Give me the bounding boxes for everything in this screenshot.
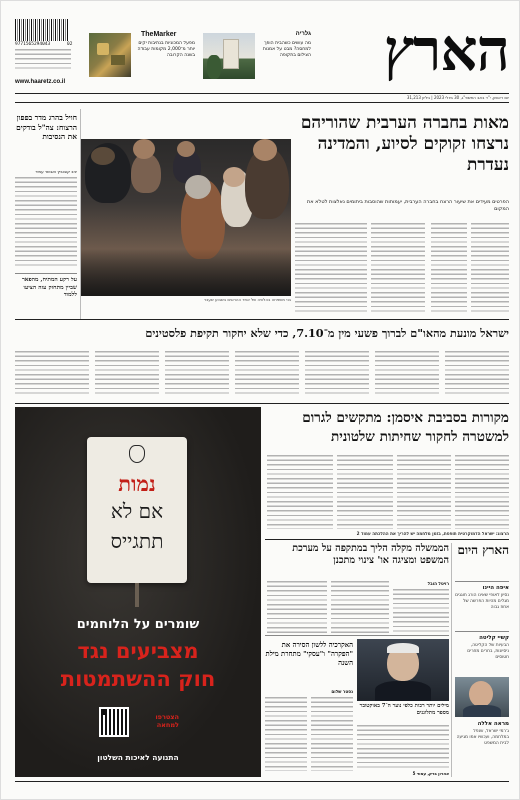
story3-text-1 <box>393 589 449 633</box>
story2-text-4 <box>267 455 333 529</box>
website-url: www.haaretz.co.il <box>15 79 66 85</box>
qr-label: הצטרפו למחאה <box>155 713 179 729</box>
main-text-col-4 <box>295 223 367 315</box>
story3-headline[interactable]: הממשלה מקלה הליך במתקפה על מערכת המשפט ומציגה או' צינוי מתכנן <box>292 543 449 566</box>
left-headline-2[interactable]: על רקע המתיח, מהפאר שביין מתחזק עזה הציעו ללמוד <box>21 277 77 298</box>
masthead-rule <box>15 93 509 94</box>
left-text-1 <box>15 177 77 269</box>
story3-kicker: רויטל הובל <box>427 581 449 586</box>
story4-text-1 <box>311 697 353 771</box>
main-subhead: הפרטים מעידים את שיעור הרצח בחברה הערבית, יעמותות שהוסבות ביתומים נאלצות לטלא את המקום <box>306 199 509 212</box>
today-person-label[interactable]: מראה אללה <box>477 721 509 727</box>
main-text-col-1 <box>471 223 509 315</box>
banner-text-4 <box>235 351 299 397</box>
themarker-teaser[interactable]: מפעל המכוניות בנתיבות יקים יותר מ־2,000 מקומות עבודה בשנה הקרובה <box>137 41 195 58</box>
story2-headline[interactable]: מקורות בסביבת איסמן: מתקשים לגרום למשטרה לחקור שחיתות שלטונית <box>302 410 509 445</box>
gallery-teaser[interactable]: מה עושים כשהבית הופך למחסה? מבט על אמנות הצילום בתקופה <box>262 41 311 58</box>
protest-sign <box>87 437 187 583</box>
story3-text-3 <box>267 581 327 633</box>
ad-title: שומרים על הלוחמים <box>76 617 200 632</box>
main-text-col-2 <box>431 223 467 315</box>
left-byline-1: יניב קובוביץ ואבשר עמיר <box>35 169 77 174</box>
sign-line-1: נמות <box>118 471 156 496</box>
themarker-label: TheMarker <box>141 31 177 38</box>
banner-text-5 <box>165 351 229 397</box>
today-item1-text: נסיון לאופי שאינו הורג חוגגים מגלים מהיות הפרשה של אחוז גבוה <box>455 593 509 610</box>
masthead-rule-bottom <box>15 102 509 103</box>
barcode-number: 9771565294043 <box>15 42 51 47</box>
today-item2-label[interactable]: קשיי קליטה <box>479 635 509 641</box>
main-photo <box>81 139 291 296</box>
left-headline-1[interactable]: חויל בהרג מדר בפפון הרצוח: צה"ל בודקים את הנסיבות <box>16 113 77 141</box>
gallery-label: גלריה <box>295 31 311 37</box>
story4-portrait-caption: מילים יותר רכות כלפי נוער ה־7 באוקטובר מספר מתלוננים <box>359 703 449 716</box>
dateline: יום ראשון, י"ד באב התשפ"ג, 30 ביולי 2023 | גיליון 31,213 <box>406 95 509 100</box>
story4-portrait <box>357 639 449 701</box>
story2-footer[interactable]: הרצוג: ישראל הדמוקרטית תופסת, בזמן מלחמה יש להריך את ההלכתה עמוד 2 <box>356 531 509 536</box>
barcode <box>15 19 69 41</box>
banner-headline[interactable]: ישראל מונעת מהאו"ם לברוך פשעי מין מ־7.10, כדי שלא יחקור תקיפת פלסטינים <box>145 326 509 340</box>
story2-text-1 <box>455 455 509 529</box>
protest-ad[interactable] <box>15 407 261 777</box>
today-item1-label[interactable]: איפה היינו <box>482 585 509 591</box>
story4-portrait-credit: אהרון ברק, עמוד 5 <box>412 771 449 776</box>
main-photo-caption: בני משפחה בהלוויה של אחד ההרוגים בשבוע שעבר <box>203 297 291 302</box>
idf-emblem-icon <box>129 445 145 463</box>
story2-text-2 <box>397 455 451 529</box>
gallery-image <box>203 33 255 79</box>
qr-code[interactable] <box>99 707 129 737</box>
story2-text-3 <box>337 455 393 529</box>
banner-text-6 <box>95 351 159 397</box>
ad-slogan-2: חוק ההשתמטות <box>60 667 216 691</box>
main-headline[interactable]: מאות בחברה הערבית שהוריהם נרצחו זקוקים לסיוע, והמדינה נעדרת <box>300 113 509 175</box>
banner-text-2 <box>375 351 439 397</box>
story3-text-2 <box>331 581 389 633</box>
story4-headline[interactable]: האקרכיה ללשון הסירה את "הפקרה" ו"עסקי" מתחרת מילת השנה <box>265 641 353 667</box>
today-person-text: ג'רמי ישראל, שנפל במלחמה, ועכשיו אמו מגיעה לבית המשפט <box>456 729 509 746</box>
today-item2-text: הבעיות של הקליטה, ניסיונות, בחרים מחרים חטוסים <box>467 643 509 660</box>
newspaper-logo: הארץ <box>383 16 509 84</box>
ad-sponsor: התנועה לאיכות השלטון <box>97 753 179 762</box>
masthead-contact <box>15 49 71 71</box>
themarker-image <box>89 33 131 77</box>
sign-line-3: תתגייס <box>110 529 164 553</box>
story4-portrait-text <box>357 725 449 769</box>
sign-line-2: אם לא <box>110 499 164 523</box>
banner-text-1 <box>445 351 509 397</box>
story4-kicker: נסטר שלום <box>331 689 353 694</box>
banner-text-3 <box>305 351 369 397</box>
main-text-col-3 <box>371 223 425 315</box>
today-title: הארץ היום <box>457 543 509 557</box>
banner-text-7 <box>15 351 89 397</box>
today-person-photo <box>455 677 509 717</box>
ad-slogan-1: מצביעים נגד <box>77 639 199 663</box>
barcode-suffix: 02 <box>67 42 73 47</box>
story4-text-2 <box>265 697 307 771</box>
